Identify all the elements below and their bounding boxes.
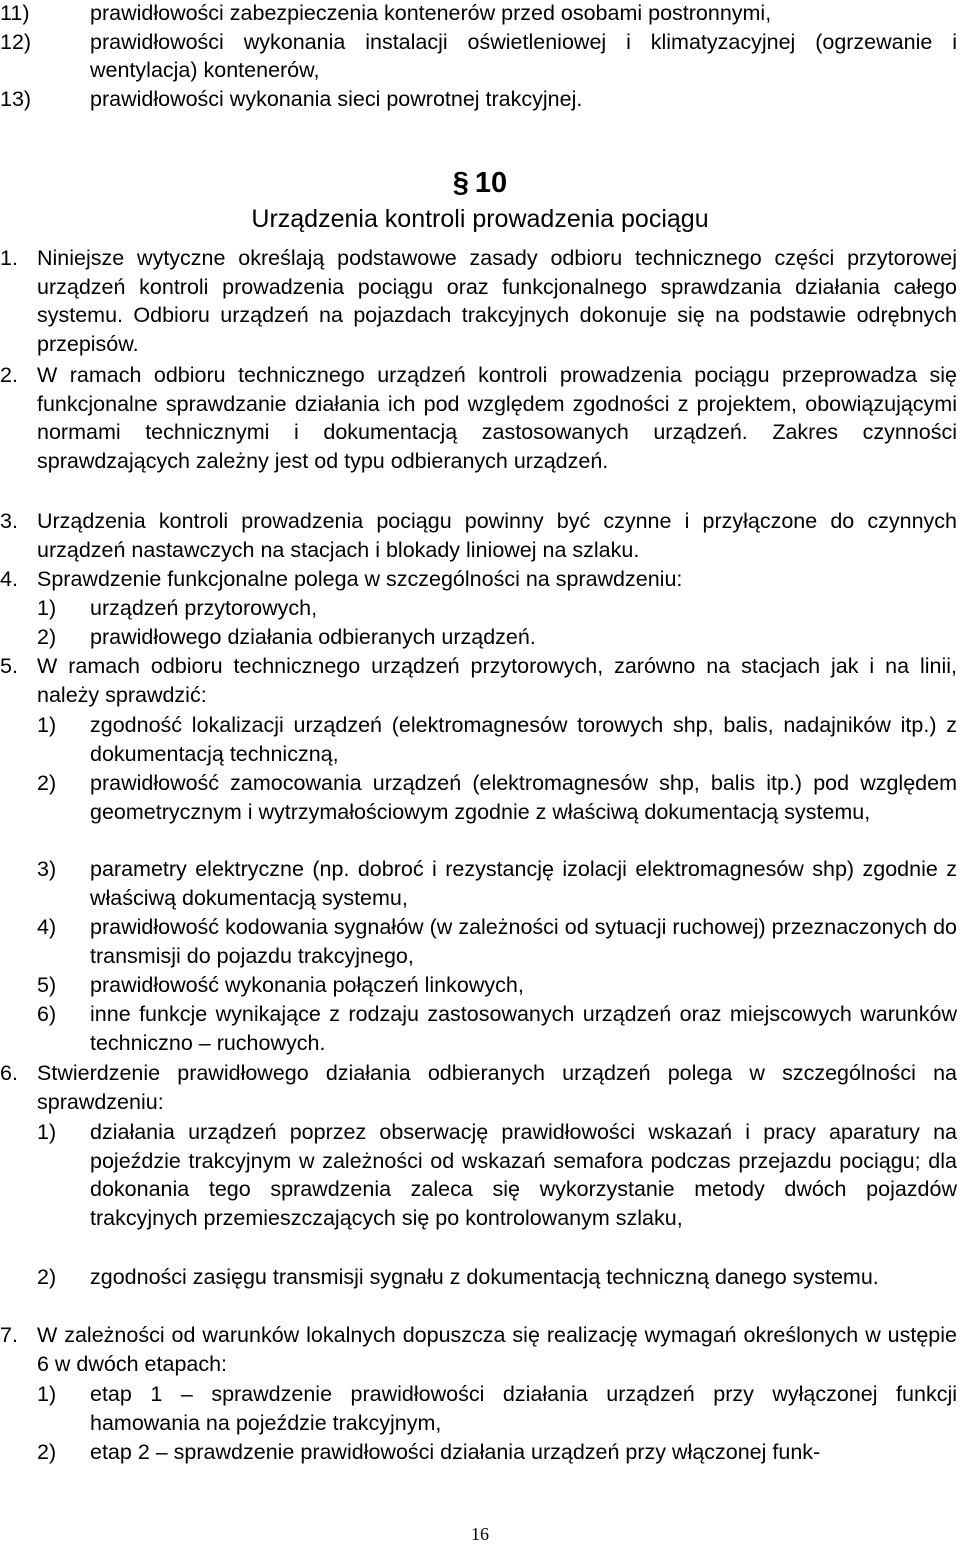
section-title: Urządzenia kontroli prowadzenia pociągu [251, 205, 709, 233]
sub-item-text: zgodności zasięgu transmisji sygnału z dokumentacją techniczną danego systemu. [90, 1265, 879, 1289]
item-text: W ramach odbioru technicznego urządzeń przytorowych, zarówno na stacjach jak i na linii, należy sprawdzić: [37, 654, 957, 707]
item-text: prawidłowości wykonania sieci powrotnej trakcyjnej. [90, 86, 583, 111]
sub-item-text: etap 2 – sprawdzenie prawidłowości działania urządzeń przy włączonej funk- [90, 1440, 821, 1464]
sub-item-number: 6) [37, 1002, 57, 1026]
sub-item-number: 1) [37, 1120, 57, 1144]
item-text: W ramach odbioru technicznego urządzeń kontroli prowadzenia pociągu przeprowadza się funkcjonalne sprawdzanie działania ich pod względem zgodności z projektem, obowiązującymi normami technicznymi i dokumentacją zastosowanych urządzeń. Zakres czynności sprawdzających zależny jest od typu odbieranych urządzeń. [37, 363, 957, 473]
sub-item-text: inne funkcje wynikające z rodzaju zastosowanych urządzeń oraz miejscowych warunków techniczno – ruchowych. [90, 1002, 957, 1055]
sub-item-text: urządzeń przytorowych, [90, 596, 318, 620]
sub-item-number: 1) [37, 1382, 57, 1406]
item-text: prawidłowości wykonania instalacji oświetleniowej i klimatyzacyjnej (ogrzewanie i wentylacja) kontenerów, [90, 29, 957, 83]
page-number: 16 [471, 1524, 489, 1544]
item-text: prawidłowości zabezpieczenia kontenerów przed osobami postronnymi, [90, 1, 772, 25]
item-text: Urządzenia kontroli prowadzenia pociągu powinny być czynne i przyłączone do czynnych urządzeń nastawczych na stacjach i blokady liniowej na szlaku. [37, 509, 957, 562]
item-number: 4. [0, 567, 18, 591]
item-number: 2. [0, 363, 18, 387]
item-text: Stwierdzenie prawidłowego działania odbieranych urządzeń polega w szczególności na sprawdzeniu: [37, 1061, 957, 1114]
sub-item-number: 1) [37, 713, 57, 737]
item-number: 6. [0, 1061, 18, 1085]
sub-item-text: działania urządzeń poprzez obserwację prawidłowości wskazań i pracy aparatury na pojeździe trakcyjnym w zależności od wskazań semafora podczas przejazdu pociągu; dla dokonania tego sprawdzenia zaleca się wykorzystanie metody dwóch pojazdów trakcyjnych przemieszczających się po kontrolowanym szlaku, [90, 1120, 957, 1230]
sub-item-text: prawidłowość zamocowania urządzeń (elektromagnesów shp, balis itp.) pod względem geometrycznym i wytrzymałościowym zgodnie z właściwą dokumentacją systemu, [90, 771, 957, 824]
sub-item-text: zgodność lokalizacji urządzeń (elektromagnesów torowych shp, balis, nadajników itp.) z dokumentacją techniczną, [90, 713, 957, 766]
sub-item-number: 5) [37, 973, 57, 997]
sub-item-number: 2) [37, 1440, 57, 1464]
sub-item-number: 1) [37, 596, 57, 620]
item-number: 5. [0, 654, 18, 678]
section-heading [0, 169, 960, 200]
item-number: 7. [0, 1323, 18, 1347]
sub-item-number: 2) [37, 625, 57, 649]
item-number: 1. [0, 246, 18, 270]
sub-item-number: 2) [37, 1265, 57, 1289]
sub-item-text: etap 1 – sprawdzenie prawidłowości działania urządzeń przy wyłączonej funkcji hamowania na pojeździe trakcyjnym, [90, 1382, 957, 1435]
item-number: 12) [0, 29, 32, 54]
sub-item-number: 2) [37, 771, 57, 795]
sub-item-text: prawidłowego działania odbieranych urządzeń. [90, 625, 536, 649]
sub-item-text: prawidłowość wykonania połączeń linkowych, [90, 973, 524, 997]
sub-item-text: parametry elektryczne (np. dobroć i rezystancję izolacji elektromagnesów shp) zgodnie z właściwą dokumentacją systemu, [90, 857, 957, 910]
sub-item-number: 4) [37, 915, 57, 939]
item-number: 13) [0, 86, 32, 111]
item-text: Niniejsze wytyczne określają podstawowe zasady odbioru technicznego części przytorowej urządzeń kontroli prowadzenia pociągu oraz funkcjonalnego sprawdzania działania całego systemu. Odbioru urządzeń na pojazdach trakcyjnych dokonuje się na podstawie odrębnych przepisów. [37, 246, 957, 356]
item-number: 11) [0, 1, 30, 25]
sub-item-number: 3) [37, 857, 57, 881]
sub-item-text: prawidłowość kodowania sygnałów (w zależności od sytuacji ruchowej) przeznaczonych do transmisji do pojazdu trakcyjnego, [90, 915, 957, 968]
item-text: Sprawdzenie funkcjonalne polega w szczególności na sprawdzeniu: [37, 567, 683, 591]
item-text: W zależności od warunków lokalnych dopuszcza się realizację wymagań określonych w ustępie 6 w dwóch etapach: [37, 1323, 957, 1376]
section-number: 10 [474, 167, 508, 199]
section-symbol: § [452, 167, 469, 199]
item-number: 3. [0, 509, 18, 533]
